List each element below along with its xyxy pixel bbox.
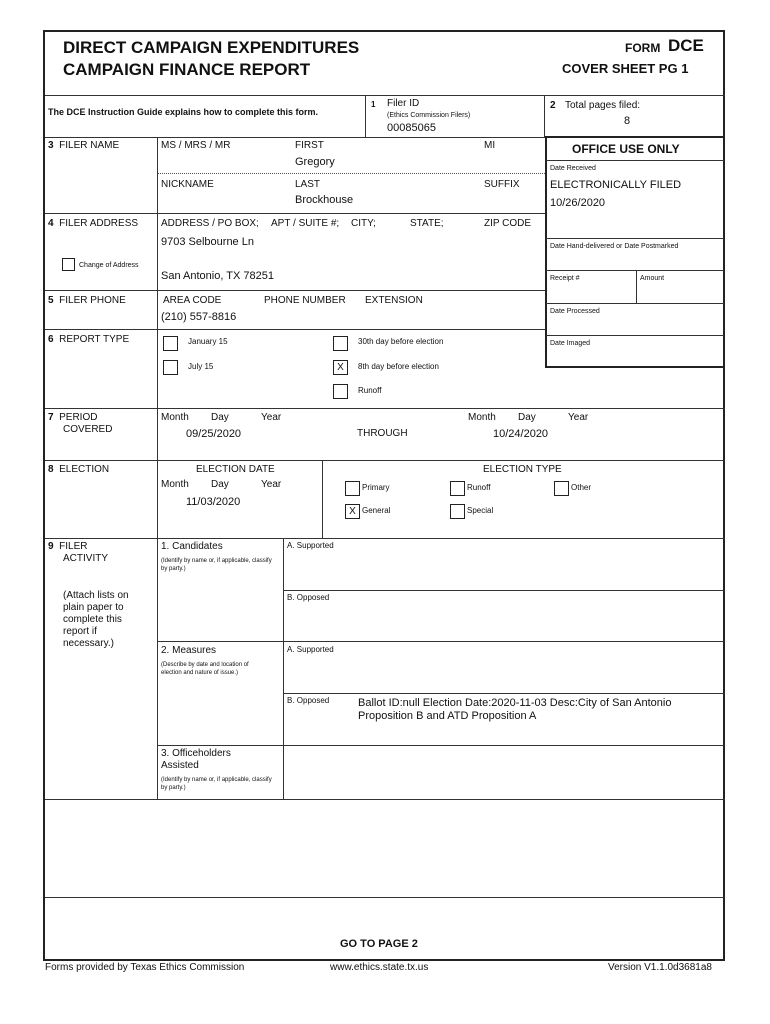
first-name-label: FIRST [295, 140, 324, 151]
date-processed-label: Date Processed [550, 308, 600, 315]
measures-opposed-label: B. Opposed [287, 696, 330, 705]
candidates-label: 1. Candidates [161, 541, 223, 552]
general-label: General [362, 506, 391, 515]
other-checkbox[interactable] [554, 481, 569, 496]
divider [546, 335, 724, 336]
provided-by: Forms provided by Texas Ethics Commission [45, 962, 245, 973]
date-received-label: Date Received [550, 165, 596, 172]
section-7-label: 7 PERIOD [48, 412, 98, 423]
candidates-supported-label: A. Supported [287, 541, 334, 550]
divider [546, 303, 724, 304]
period-to-year-label: Year [568, 412, 589, 423]
special-checkbox[interactable] [450, 504, 465, 519]
divider [544, 95, 545, 138]
section-5-label: 5 FILER PHONE [48, 295, 126, 306]
cover-sheet-label: COVER SHEET PG 1 [562, 61, 689, 76]
30th-day-checkbox[interactable] [333, 336, 348, 351]
divider [546, 270, 724, 271]
special-label: Special [467, 506, 494, 515]
election-day-label: Day [211, 479, 229, 490]
divider [45, 213, 545, 214]
8th-day-label: 8th day before election [358, 362, 439, 371]
zip-label: ZIP CODE [484, 218, 532, 229]
divider [45, 290, 545, 291]
website: www.ethics.state.tx.us [330, 962, 429, 973]
form-code: DCE [668, 36, 704, 55]
divider [157, 137, 158, 799]
total-pages-label: Total pages filed: [565, 100, 641, 111]
period-from-month-label: Month [161, 412, 189, 423]
divider [284, 590, 725, 591]
period-from-year-label: Year [261, 412, 282, 423]
divider [546, 238, 724, 239]
period-to-day-label: Day [518, 412, 536, 423]
version: Version V1.1.0d3681a8 [608, 962, 712, 973]
measures-label: 2. Measures [161, 645, 217, 656]
january-15-checkbox[interactable] [163, 336, 178, 351]
filing-status: ELECTRONICALLY FILED [550, 179, 682, 191]
receipt-label: Receipt # [550, 275, 580, 282]
first-name-value: Gregory [295, 156, 335, 168]
measures-supported-label: A. Supported [287, 645, 334, 654]
date-imaged-label: Date Imaged [550, 340, 591, 347]
phone-value: (210) 557-8816 [161, 311, 237, 323]
runoff-report-label: Runoff [358, 386, 382, 395]
divider [365, 95, 366, 138]
july-15-checkbox[interactable] [163, 360, 178, 375]
date-received-value: 10/26/2020 [550, 197, 606, 209]
divider [45, 95, 725, 96]
election-type-label: ELECTION TYPE [483, 464, 562, 475]
july-15-label: July 15 [188, 362, 214, 371]
candidates-opposed-label: B. Opposed [287, 593, 330, 602]
go-to-page-2: GO TO PAGE 2 [340, 938, 418, 950]
runoff-report-checkbox[interactable] [333, 384, 348, 399]
divider [283, 538, 284, 799]
primary-checkbox[interactable] [345, 481, 360, 496]
filer-id-sub: (Ethics Commission Filers) [387, 112, 471, 119]
period-from-day-label: Day [211, 412, 229, 423]
section-8-label: 8 ELECTION [48, 464, 110, 475]
general-checkbox[interactable]: X [345, 504, 360, 519]
form-label: FORM [625, 41, 661, 55]
office-use-title: OFFICE USE ONLY [572, 142, 680, 156]
divider [158, 745, 725, 746]
january-15-label: January 15 [188, 337, 228, 346]
last-name-label: LAST [295, 179, 321, 190]
section-9-label: 9 FILER [48, 541, 88, 552]
prefix-label: MS / MRS / MR [161, 140, 231, 151]
amount-label: Amount [640, 275, 665, 282]
divider [546, 160, 724, 161]
primary-label: Primary [362, 483, 390, 492]
divider [45, 799, 725, 800]
section-9-label-2: ACTIVITY [63, 553, 109, 564]
section-7-label-2: COVERED [63, 424, 113, 435]
divider [158, 641, 725, 642]
total-pages-value: 8 [624, 115, 631, 127]
officeholders-note: (Identify by name or, if applicable, classify by party.) [161, 777, 272, 791]
state-label: STATE; [410, 218, 444, 229]
attach-note: (Attach lists on plain paper to complete this report if necessary.) [63, 590, 129, 649]
street-value: 9703 Selbourne Ln [161, 236, 254, 248]
apt-label: APT / SUITE #; [271, 218, 340, 229]
filer-id-number: 1 [371, 100, 376, 109]
8th-day-checkbox[interactable]: X [333, 360, 348, 375]
election-date-label: ELECTION DATE [196, 464, 275, 475]
filer-id-value: 00085065 [387, 122, 436, 134]
divider [158, 173, 545, 174]
divider [45, 460, 725, 461]
runoff-election-label: Runoff [467, 483, 491, 492]
runoff-election-checkbox[interactable] [450, 481, 465, 496]
period-to-value: 10/24/2020 [493, 428, 549, 440]
election-month-label: Month [161, 479, 189, 490]
section-3-label: 3 FILER NAME [48, 140, 120, 151]
officeholders-label: 3. Officeholders Assisted [161, 748, 231, 771]
phone-number-label: PHONE NUMBER [264, 295, 346, 306]
period-to-month-label: Month [468, 412, 496, 423]
total-pages-number: 2 [550, 100, 556, 111]
area-code-label: AREA CODE [163, 295, 222, 306]
election-year-label: Year [261, 479, 282, 490]
divider [284, 693, 725, 694]
divider [322, 460, 323, 538]
extension-label: EXTENSION [365, 295, 423, 306]
divider [636, 270, 637, 303]
change-of-address-label: Change of Address [79, 262, 139, 269]
city-label: CITY; [351, 218, 376, 229]
filer-id-label: Filer ID [387, 98, 420, 109]
election-date-value: 11/03/2020 [186, 496, 241, 508]
change-of-address-checkbox[interactable] [62, 258, 75, 271]
nickname-label: NICKNAME [161, 179, 214, 190]
suffix-label: SUFFIX [484, 179, 520, 190]
address-label: ADDRESS / PO BOX; [161, 218, 259, 229]
through-label: THROUGH [357, 428, 408, 439]
last-name-value: Brockhouse [295, 194, 354, 206]
measures-note: (Describe by date and location of election and nature of issue.) [161, 662, 249, 676]
form-title-line2: CAMPAIGN FINANCE REPORT [63, 60, 311, 79]
divider [45, 408, 725, 409]
other-label: Other [571, 483, 592, 492]
section-4-label: 4 FILER ADDRESS [48, 218, 139, 229]
measures-opposed-value: Ballot ID:null Election Date:2020-11-03 Desc:City of San Antonio Proposition B and ATD Proposition A [358, 697, 672, 722]
divider [45, 538, 725, 539]
divider [45, 137, 545, 138]
city-state-zip-value: San Antonio, TX 78251 [161, 270, 274, 282]
instruction-text: The DCE Instruction Guide explains how to complete this form. [48, 107, 319, 117]
divider [45, 329, 545, 330]
section-6-label: 6 REPORT TYPE [48, 334, 130, 345]
period-from-value: 09/25/2020 [186, 428, 242, 440]
candidates-note: (Identify by name or, if applicable, classify by party.) [161, 558, 272, 572]
form-title-line1: DIRECT CAMPAIGN EXPENDITURES [63, 38, 360, 57]
mi-label: MI [484, 140, 496, 151]
30th-day-label: 30th day before election [358, 337, 444, 346]
divider [45, 897, 725, 898]
hand-delivered-label: Date Hand-delivered or Date Postmarked [550, 243, 679, 250]
